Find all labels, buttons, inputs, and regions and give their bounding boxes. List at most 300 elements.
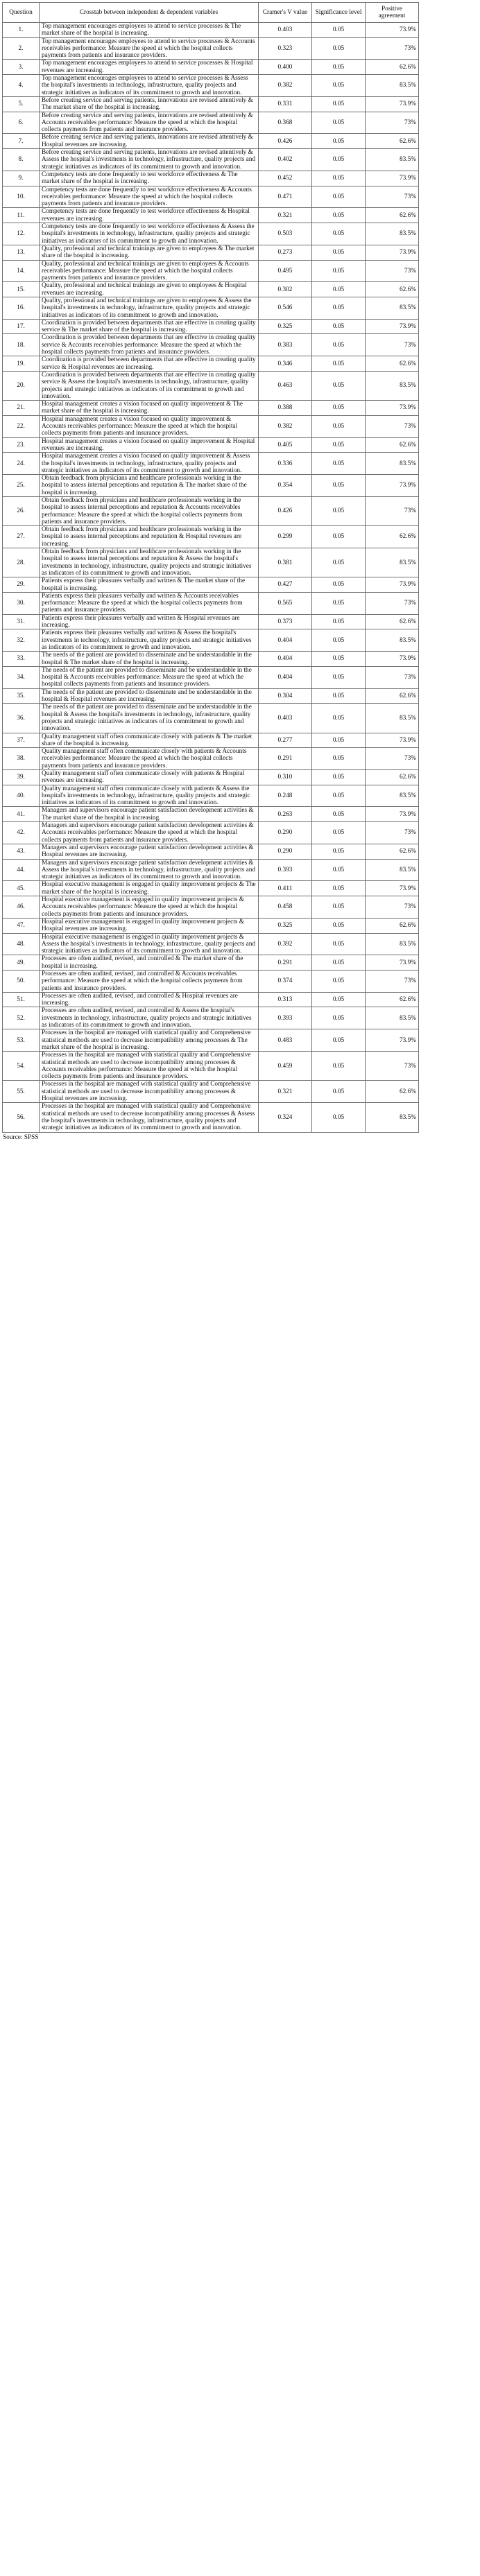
positive-agreement: 62.6% bbox=[366, 356, 419, 372]
crosstab-description: Patients express their pleasures verbally and written & Assess the hospital's investments in technology, infrastructure, quality projects and strategic initiatives as indicators of its commitment to growth and innovation. bbox=[40, 629, 259, 652]
question-number: 45. bbox=[3, 881, 40, 896]
significance-level: 0.05 bbox=[312, 23, 366, 38]
document-page bbox=[0, 0, 480, 1141]
cramers-v-value: 0.392 bbox=[259, 933, 312, 955]
positive-agreement: 73.9% bbox=[366, 881, 419, 896]
cramers-v-value: 0.495 bbox=[259, 260, 312, 282]
crosstab-description: Obtain feedback from physicians and healthcare professionals working in the hospital to assess internal perceptions and reputation & The market share of the hospital is increasing. bbox=[40, 475, 259, 497]
crosstab-description: Quality, professional and technical trainings are given to employees & The market share of the hospital is increasing. bbox=[40, 245, 259, 260]
cramers-v-value: 0.290 bbox=[259, 822, 312, 844]
positive-agreement: 73.9% bbox=[366, 401, 419, 416]
cramers-v-value: 0.304 bbox=[259, 688, 312, 704]
significance-level: 0.05 bbox=[312, 497, 366, 526]
cramers-v-value: 0.403 bbox=[259, 23, 312, 38]
cramers-v-value: 0.336 bbox=[259, 453, 312, 475]
significance-level: 0.05 bbox=[312, 918, 366, 933]
crosstab-description: Patients express their pleasures verbally and written & Accounts receivables performance: Measure the speed at which the hospital collects payments from patients and insurance providers. bbox=[40, 592, 259, 614]
question-number: 6. bbox=[3, 112, 40, 134]
table-row bbox=[3, 60, 419, 75]
table-row bbox=[3, 1052, 419, 1081]
crosstab-description: Processes in the hospital are managed with statistical quality and Comprehensive statistical methods are used to decrease incompatibility among processes & Hospital revenues are increasing. bbox=[40, 1081, 259, 1103]
positive-agreement: 73.9% bbox=[366, 807, 419, 822]
question-number: 29. bbox=[3, 577, 40, 593]
significance-level: 0.05 bbox=[312, 334, 366, 356]
crosstab-description: The needs of the patient are provided to disseminate and be understandable in the hospital & Hospital revenues are increasing. bbox=[40, 688, 259, 704]
crosstab-description: Competency tests are done frequently to test workforce effectiveness & Accounts receivables performance: Measure the speed at which the hospital collects payments from patients and insurance providers. bbox=[40, 186, 259, 208]
crosstab-description: Competency tests are done frequently to test workforce effectiveness & Assess the hospital's investments in technology, infrastructure, quality projects and strategic initiatives as indicators of its commitment to growth and innovation. bbox=[40, 223, 259, 245]
question-number: 51. bbox=[3, 992, 40, 1007]
table-row bbox=[3, 859, 419, 881]
question-number: 12. bbox=[3, 223, 40, 245]
crosstab-description: Obtain feedback from physicians and healthcare professionals working in the hospital to assess internal perceptions and reputation & Assess the hospital's investments in technology, infrastructure, quality projects and strategic initiatives as indicators of its commitment to growth and innovation. bbox=[40, 548, 259, 577]
significance-level: 0.05 bbox=[312, 933, 366, 955]
cramers-v-value: 0.313 bbox=[259, 992, 312, 1007]
table-row bbox=[3, 614, 419, 629]
table-row bbox=[3, 134, 419, 149]
positive-agreement: 83.5% bbox=[366, 371, 419, 400]
question-number: 44. bbox=[3, 859, 40, 881]
crosstab-description: Processes are often audited, revised, and controlled & Assess the hospital's investments in technology, infrastructure, quality projects and strategic initiatives as indicators of its commitment to growth and innovation. bbox=[40, 1007, 259, 1029]
question-number: 49. bbox=[3, 955, 40, 971]
significance-level: 0.05 bbox=[312, 859, 366, 881]
cramers-v-value: 0.277 bbox=[259, 733, 312, 748]
cramers-v-value: 0.302 bbox=[259, 282, 312, 297]
significance-level: 0.05 bbox=[312, 149, 366, 171]
positive-agreement: 73% bbox=[366, 896, 419, 919]
question-number: 47. bbox=[3, 918, 40, 933]
question-number: 50. bbox=[3, 971, 40, 993]
significance-level: 0.05 bbox=[312, 666, 366, 688]
cramers-v-value: 0.565 bbox=[259, 592, 312, 614]
significance-level: 0.05 bbox=[312, 75, 366, 97]
significance-level: 0.05 bbox=[312, 223, 366, 245]
question-number: 20. bbox=[3, 371, 40, 400]
crosstab-description: Quality, professional and technical trainings are given to employees & Hospital revenues are increasing. bbox=[40, 282, 259, 297]
significance-level: 0.05 bbox=[312, 415, 366, 437]
crosstab-description: Competency tests are done frequently to test workforce effectiveness & The market share of the hospital is increasing. bbox=[40, 171, 259, 186]
cramers-v-value: 0.321 bbox=[259, 208, 312, 223]
table-row bbox=[3, 260, 419, 282]
table-row bbox=[3, 1007, 419, 1029]
significance-level: 0.05 bbox=[312, 822, 366, 844]
cramers-v-value: 0.382 bbox=[259, 415, 312, 437]
question-number: 17. bbox=[3, 319, 40, 334]
table-row bbox=[3, 992, 419, 1007]
cramers-v-value: 0.325 bbox=[259, 319, 312, 334]
significance-level: 0.05 bbox=[312, 1007, 366, 1029]
cramers-v-value: 0.290 bbox=[259, 844, 312, 859]
table-row bbox=[3, 769, 419, 785]
table-row bbox=[3, 23, 419, 38]
significance-level: 0.05 bbox=[312, 785, 366, 807]
crosstab-description: Quality management staff often communicate closely with patients & Accounts receivables performance: Measure the speed at which the hospital collects payments from patients and insurance providers. bbox=[40, 748, 259, 770]
significance-level: 0.05 bbox=[312, 807, 366, 822]
question-number: 5. bbox=[3, 96, 40, 112]
positive-agreement: 83.5% bbox=[366, 859, 419, 881]
positive-agreement: 62.6% bbox=[366, 282, 419, 297]
question-number: 26. bbox=[3, 497, 40, 526]
table-row bbox=[3, 37, 419, 60]
positive-agreement: 73% bbox=[366, 592, 419, 614]
crosstab-description: The needs of the patient are provided to disseminate and be understandable in the hospital & Assess the hospital's investments in technology, infrastructure, quality projects and strategic initiatives as indicators of its commitment to growth and innovation. bbox=[40, 704, 259, 733]
cramers-v-value: 0.483 bbox=[259, 1029, 312, 1052]
table-row bbox=[3, 652, 419, 667]
significance-level: 0.05 bbox=[312, 652, 366, 667]
positive-agreement: 73% bbox=[366, 37, 419, 60]
question-number: 8. bbox=[3, 149, 40, 171]
table-row bbox=[3, 223, 419, 245]
table-row bbox=[3, 371, 419, 400]
positive-agreement: 62.6% bbox=[366, 526, 419, 548]
question-number: 52. bbox=[3, 1007, 40, 1029]
positive-agreement: 83.5% bbox=[366, 1103, 419, 1132]
positive-agreement: 83.5% bbox=[366, 453, 419, 475]
positive-agreement: 73% bbox=[366, 260, 419, 282]
cramers-v-value: 0.471 bbox=[259, 186, 312, 208]
positive-agreement: 73.9% bbox=[366, 319, 419, 334]
crosstab-description: Quality management staff often communicate closely with patients & Assess the hospital's investments in technology, infrastructure, quality projects and strategic initiatives as indicators of its commitment to growth and innovation. bbox=[40, 785, 259, 807]
significance-level: 0.05 bbox=[312, 401, 366, 416]
crosstab-description: Before creating service and serving patients, innovations are revised attentively & Accounts receivables performance: Measure the speed at which the hospital collects payments from patients and insurance providers. bbox=[40, 112, 259, 134]
significance-level: 0.05 bbox=[312, 971, 366, 993]
table-row bbox=[3, 1029, 419, 1052]
significance-level: 0.05 bbox=[312, 260, 366, 282]
crosstab-description: Managers and supervisors encourage patient satisfaction development activities & Hospital revenues are increasing. bbox=[40, 844, 259, 859]
header-positive-agreement: Positive agreement bbox=[366, 3, 419, 23]
cramers-v-value: 0.382 bbox=[259, 75, 312, 97]
question-number: 1. bbox=[3, 23, 40, 38]
cramers-v-value: 0.331 bbox=[259, 96, 312, 112]
crosstab-description: Coordination is provided between departments that are effective in creating quality service & Assess the hospital's investments in technology, infrastructure, quality projects and strategic initiatives as indicators of its commitment to growth and innovation. bbox=[40, 371, 259, 400]
crosstab-description: Hospital management creates a vision focused on quality improvement & The market share of the hospital is increasing. bbox=[40, 401, 259, 416]
header-significance: Significance level bbox=[312, 3, 366, 23]
cramers-v-value: 0.381 bbox=[259, 548, 312, 577]
cramers-v-value: 0.503 bbox=[259, 223, 312, 245]
table-row bbox=[3, 475, 419, 497]
question-number: 33. bbox=[3, 652, 40, 667]
table-row bbox=[3, 688, 419, 704]
positive-agreement: 62.6% bbox=[366, 769, 419, 785]
cramers-v-value: 0.402 bbox=[259, 149, 312, 171]
crosstab-table bbox=[2, 2, 419, 1133]
cramers-v-value: 0.291 bbox=[259, 955, 312, 971]
table-row bbox=[3, 297, 419, 319]
cramers-v-value: 0.404 bbox=[259, 652, 312, 667]
cramers-v-value: 0.393 bbox=[259, 1007, 312, 1029]
question-number: 4. bbox=[3, 75, 40, 97]
table-row bbox=[3, 896, 419, 919]
crosstab-description: Managers and supervisors encourage patient satisfaction development activities & The market share of the hospital is increasing. bbox=[40, 807, 259, 822]
positive-agreement: 83.5% bbox=[366, 704, 419, 733]
question-number: 54. bbox=[3, 1052, 40, 1081]
cramers-v-value: 0.374 bbox=[259, 971, 312, 993]
positive-agreement: 73.9% bbox=[366, 171, 419, 186]
positive-agreement: 73.9% bbox=[366, 733, 419, 748]
cramers-v-value: 0.458 bbox=[259, 896, 312, 919]
question-number: 42. bbox=[3, 822, 40, 844]
table-row bbox=[3, 955, 419, 971]
crosstab-description: Hospital executive management is engaged in quality improvement projects & The market share of the hospital is increasing. bbox=[40, 881, 259, 896]
question-number: 55. bbox=[3, 1081, 40, 1103]
crosstab-description: Top management encourages employees to attend to service processes & Accounts receivables performance: Measure the speed at which the hospital collects payments from patients and insurance providers. bbox=[40, 37, 259, 60]
significance-level: 0.05 bbox=[312, 37, 366, 60]
crosstab-description: Patients express their pleasures verbally and written & The market share of the hospital is increasing. bbox=[40, 577, 259, 593]
source-note: Source: SPSS bbox=[3, 1133, 39, 1141]
question-number: 31. bbox=[3, 614, 40, 629]
table-row bbox=[3, 319, 419, 334]
crosstab-description: Hospital executive management is engaged in quality improvement projects & Accounts receivables performance: Measure the speed at which the hospital collects payments from patients and insurance providers. bbox=[40, 896, 259, 919]
cramers-v-value: 0.273 bbox=[259, 245, 312, 260]
table-row bbox=[3, 1081, 419, 1103]
positive-agreement: 62.6% bbox=[366, 844, 419, 859]
crosstab-description: Quality management staff often communicate closely with patients & The market share of the hospital is increasing. bbox=[40, 733, 259, 748]
question-number: 32. bbox=[3, 629, 40, 652]
table-row bbox=[3, 96, 419, 112]
significance-level: 0.05 bbox=[312, 592, 366, 614]
crosstab-description: Processes in the hospital are managed with statistical quality and Comprehensive statistical methods are used to decrease incompatibility among processes & The market share of the hospital is increasing. bbox=[40, 1029, 259, 1052]
significance-level: 0.05 bbox=[312, 319, 366, 334]
significance-level: 0.05 bbox=[312, 96, 366, 112]
positive-agreement: 73.9% bbox=[366, 1029, 419, 1052]
significance-level: 0.05 bbox=[312, 992, 366, 1007]
significance-level: 0.05 bbox=[312, 844, 366, 859]
cramers-v-value: 0.368 bbox=[259, 112, 312, 134]
crosstab-description: The needs of the patient are provided to disseminate and be understandable in the hospital & Accounts receivables performance: Measure the speed at which the hospital collects payments from patients and insurance providers. bbox=[40, 666, 259, 688]
significance-level: 0.05 bbox=[312, 1081, 366, 1103]
crosstab-description: Quality management staff often communicate closely with patients & Hospital revenues are increasing. bbox=[40, 769, 259, 785]
cramers-v-value: 0.427 bbox=[259, 577, 312, 593]
question-number: 48. bbox=[3, 933, 40, 955]
significance-level: 0.05 bbox=[312, 437, 366, 453]
positive-agreement: 62.6% bbox=[366, 60, 419, 75]
cramers-v-value: 0.403 bbox=[259, 704, 312, 733]
positive-agreement: 83.5% bbox=[366, 75, 419, 97]
significance-level: 0.05 bbox=[312, 112, 366, 134]
crosstab-description: Quality, professional and technical trainings are given to employees & Accounts receivables performance: Measure the speed at which the hospital collects payments from patients and insurance providers. bbox=[40, 260, 259, 282]
positive-agreement: 83.5% bbox=[366, 1007, 419, 1029]
table-row bbox=[3, 497, 419, 526]
table-header bbox=[3, 3, 419, 23]
table-row bbox=[3, 881, 419, 896]
crosstab-description: Hospital executive management is engaged in quality improvement projects & Hospital revenues are increasing. bbox=[40, 918, 259, 933]
question-number: 16. bbox=[3, 297, 40, 319]
significance-level: 0.05 bbox=[312, 245, 366, 260]
significance-level: 0.05 bbox=[312, 186, 366, 208]
table-row bbox=[3, 437, 419, 453]
table-row bbox=[3, 245, 419, 260]
significance-level: 0.05 bbox=[312, 896, 366, 919]
crosstab-description: Top management encourages employees to attend to service processes & Assess the hospital's investments in technology, infrastructure, quality projects and strategic initiatives as indicators of its commitment to growth and innovation. bbox=[40, 75, 259, 97]
significance-level: 0.05 bbox=[312, 282, 366, 297]
cramers-v-value: 0.388 bbox=[259, 401, 312, 416]
crosstab-description: Top management encourages employees to attend to service processes & The market share of the hospital is increasing. bbox=[40, 23, 259, 38]
crosstab-description: Hospital management creates a vision focused on quality improvement & Assess the hospital's investments in technology, infrastructure, quality projects and strategic initiatives as indicators of its commitment to growth and innovation. bbox=[40, 453, 259, 475]
positive-agreement: 73% bbox=[366, 112, 419, 134]
positive-agreement: 73% bbox=[366, 497, 419, 526]
significance-level: 0.05 bbox=[312, 614, 366, 629]
positive-agreement: 83.5% bbox=[366, 785, 419, 807]
cramers-v-value: 0.310 bbox=[259, 769, 312, 785]
significance-level: 0.05 bbox=[312, 577, 366, 593]
table-row bbox=[3, 704, 419, 733]
table-row bbox=[3, 334, 419, 356]
positive-agreement: 62.6% bbox=[366, 918, 419, 933]
crosstab-description: Processes in the hospital are managed with statistical quality and Comprehensive statistical methods are used to decrease incompatibility among processes & Assess the hospital's investments in technology, infrastructure, quality projects and strategic initiatives as indicators of its commitment to growth and innovation. bbox=[40, 1103, 259, 1132]
crosstab-description: Coordination is provided between departments that are effective in creating quality service & The market share of the hospital is increasing. bbox=[40, 319, 259, 334]
table-row bbox=[3, 526, 419, 548]
header-crosstab: Crosstab between independent & dependent variables bbox=[40, 3, 259, 23]
positive-agreement: 62.6% bbox=[366, 437, 419, 453]
question-number: 37. bbox=[3, 733, 40, 748]
question-number: 22. bbox=[3, 415, 40, 437]
crosstab-description: Obtain feedback from physicians and healthcare professionals working in the hospital to assess internal perceptions and reputation & Hospital revenues are increasing. bbox=[40, 526, 259, 548]
question-number: 23. bbox=[3, 437, 40, 453]
crosstab-description: Hospital executive management is engaged in quality improvement projects & Assess the hospital's investments in technology, infrastructure, quality projects and strategic initiatives as indicators of its commitment to growth and innovation. bbox=[40, 933, 259, 955]
cramers-v-value: 0.354 bbox=[259, 475, 312, 497]
question-number: 24. bbox=[3, 453, 40, 475]
crosstab-description: Before creating service and serving patients, innovations are revised attentively & Assess the hospital's investments in technology, infrastructure, quality projects and strategic initiatives as indicators of its commitment to growth and innovation. bbox=[40, 149, 259, 171]
table-row bbox=[3, 918, 419, 933]
positive-agreement: 73% bbox=[366, 186, 419, 208]
table-row bbox=[3, 785, 419, 807]
cramers-v-value: 0.346 bbox=[259, 356, 312, 372]
table-row bbox=[3, 577, 419, 593]
cramers-v-value: 0.404 bbox=[259, 666, 312, 688]
significance-level: 0.05 bbox=[312, 171, 366, 186]
table-row bbox=[3, 186, 419, 208]
cramers-v-value: 0.248 bbox=[259, 785, 312, 807]
question-number: 28. bbox=[3, 548, 40, 577]
crosstab-description: Managers and supervisors encourage patient satisfaction development activities & Assess the hospital's investments in technology, infrastructure, quality projects and strategic initiatives as indicators of its commitment to growth and innovation. bbox=[40, 859, 259, 881]
significance-level: 0.05 bbox=[312, 548, 366, 577]
significance-level: 0.05 bbox=[312, 748, 366, 770]
question-number: 14. bbox=[3, 260, 40, 282]
cramers-v-value: 0.263 bbox=[259, 807, 312, 822]
question-number: 25. bbox=[3, 475, 40, 497]
crosstab-description: Competency tests are done frequently to test workforce effectiveness & Hospital revenues are increasing. bbox=[40, 208, 259, 223]
positive-agreement: 62.6% bbox=[366, 992, 419, 1007]
crosstab-description: Hospital management creates a vision focused on quality improvement & Accounts receivables performance: Measure the speed at which the hospital collects payments from patients and insurance providers. bbox=[40, 415, 259, 437]
crosstab-description: Top management encourages employees to attend to service processes & Hospital revenues are increasing. bbox=[40, 60, 259, 75]
crosstab-description: Coordination is provided between departments that are effective in creating quality service & Hospital revenues are increasing. bbox=[40, 356, 259, 372]
table-row bbox=[3, 548, 419, 577]
question-number: 9. bbox=[3, 171, 40, 186]
significance-level: 0.05 bbox=[312, 1029, 366, 1052]
crosstab-description: Processes are often audited, revised, and controlled & Accounts receivables performance: Measure the speed at which the hospital collects payments from patients and insurance providers. bbox=[40, 971, 259, 993]
question-number: 11. bbox=[3, 208, 40, 223]
crosstab-description: Managers and supervisors encourage patient satisfaction development activities & Accounts receivables performance: Measure the speed at which the hospital collects payments from patients and insurance providers. bbox=[40, 822, 259, 844]
cramers-v-value: 0.426 bbox=[259, 497, 312, 526]
table-row bbox=[3, 112, 419, 134]
cramers-v-value: 0.373 bbox=[259, 614, 312, 629]
cramers-v-value: 0.463 bbox=[259, 371, 312, 400]
crosstab-description: Hospital management creates a vision focused on quality improvement & Hospital revenues are increasing. bbox=[40, 437, 259, 453]
table-row bbox=[3, 415, 419, 437]
header-row bbox=[3, 3, 419, 23]
table-row bbox=[3, 733, 419, 748]
table-row bbox=[3, 1103, 419, 1132]
positive-agreement: 83.5% bbox=[366, 548, 419, 577]
question-number: 53. bbox=[3, 1029, 40, 1052]
question-number: 46. bbox=[3, 896, 40, 919]
question-number: 35. bbox=[3, 688, 40, 704]
significance-level: 0.05 bbox=[312, 60, 366, 75]
positive-agreement: 73% bbox=[366, 1052, 419, 1081]
table-row bbox=[3, 171, 419, 186]
header-question: Question bbox=[3, 3, 40, 23]
significance-level: 0.05 bbox=[312, 688, 366, 704]
significance-level: 0.05 bbox=[312, 526, 366, 548]
question-number: 43. bbox=[3, 844, 40, 859]
table-row bbox=[3, 208, 419, 223]
table-row bbox=[3, 453, 419, 475]
question-number: 38. bbox=[3, 748, 40, 770]
significance-level: 0.05 bbox=[312, 881, 366, 896]
crosstab-description: Before creating service and serving patients, innovations are revised attentively & Hospital revenues are increasing. bbox=[40, 134, 259, 149]
table-row bbox=[3, 629, 419, 652]
positive-agreement: 73% bbox=[366, 971, 419, 993]
crosstab-description: Obtain feedback from physicians and healthcare professionals working in the hospital to assess internal perceptions and reputation & Accounts receivables performance: Measure the speed at which the hospital collects payments from patients and insurance providers. bbox=[40, 497, 259, 526]
table-row bbox=[3, 807, 419, 822]
cramers-v-value: 0.299 bbox=[259, 526, 312, 548]
positive-agreement: 62.6% bbox=[366, 688, 419, 704]
positive-agreement: 73.9% bbox=[366, 955, 419, 971]
cramers-v-value: 0.426 bbox=[259, 134, 312, 149]
question-number: 56. bbox=[3, 1103, 40, 1132]
significance-level: 0.05 bbox=[312, 371, 366, 400]
positive-agreement: 62.6% bbox=[366, 1081, 419, 1103]
question-number: 27. bbox=[3, 526, 40, 548]
crosstab-description: Quality, professional and technical trainings are given to employees & Assess the hospital's investments in technology, infrastructure, quality projects and strategic initiatives as indicators of its commitment to growth and innovation. bbox=[40, 297, 259, 319]
significance-level: 0.05 bbox=[312, 453, 366, 475]
table-row bbox=[3, 971, 419, 993]
question-number: 21. bbox=[3, 401, 40, 416]
question-number: 19. bbox=[3, 356, 40, 372]
positive-agreement: 73% bbox=[366, 748, 419, 770]
significance-level: 0.05 bbox=[312, 733, 366, 748]
table-row bbox=[3, 933, 419, 955]
header-cramers-v: Cramer's V value bbox=[259, 3, 312, 23]
positive-agreement: 83.5% bbox=[366, 149, 419, 171]
question-number: 39. bbox=[3, 769, 40, 785]
table-row bbox=[3, 149, 419, 171]
positive-agreement: 83.5% bbox=[366, 223, 419, 245]
table-row bbox=[3, 356, 419, 372]
positive-agreement: 83.5% bbox=[366, 933, 419, 955]
significance-level: 0.05 bbox=[312, 955, 366, 971]
positive-agreement: 83.5% bbox=[366, 629, 419, 652]
significance-level: 0.05 bbox=[312, 629, 366, 652]
cramers-v-value: 0.411 bbox=[259, 881, 312, 896]
question-number: 18. bbox=[3, 334, 40, 356]
table-row bbox=[3, 844, 419, 859]
table-row bbox=[3, 592, 419, 614]
positive-agreement: 73.9% bbox=[366, 577, 419, 593]
question-number: 3. bbox=[3, 60, 40, 75]
positive-agreement: 73.9% bbox=[366, 652, 419, 667]
table-row bbox=[3, 75, 419, 97]
positive-agreement: 62.6% bbox=[366, 614, 419, 629]
cramers-v-value: 0.383 bbox=[259, 334, 312, 356]
positive-agreement: 73% bbox=[366, 415, 419, 437]
positive-agreement: 62.6% bbox=[366, 208, 419, 223]
positive-agreement: 62.6% bbox=[366, 134, 419, 149]
positive-agreement: 73% bbox=[366, 666, 419, 688]
cramers-v-value: 0.405 bbox=[259, 437, 312, 453]
crosstab-description: Patients express their pleasures verbally and written & Hospital revenues are increasing. bbox=[40, 614, 259, 629]
question-number: 2. bbox=[3, 37, 40, 60]
table-row bbox=[3, 282, 419, 297]
